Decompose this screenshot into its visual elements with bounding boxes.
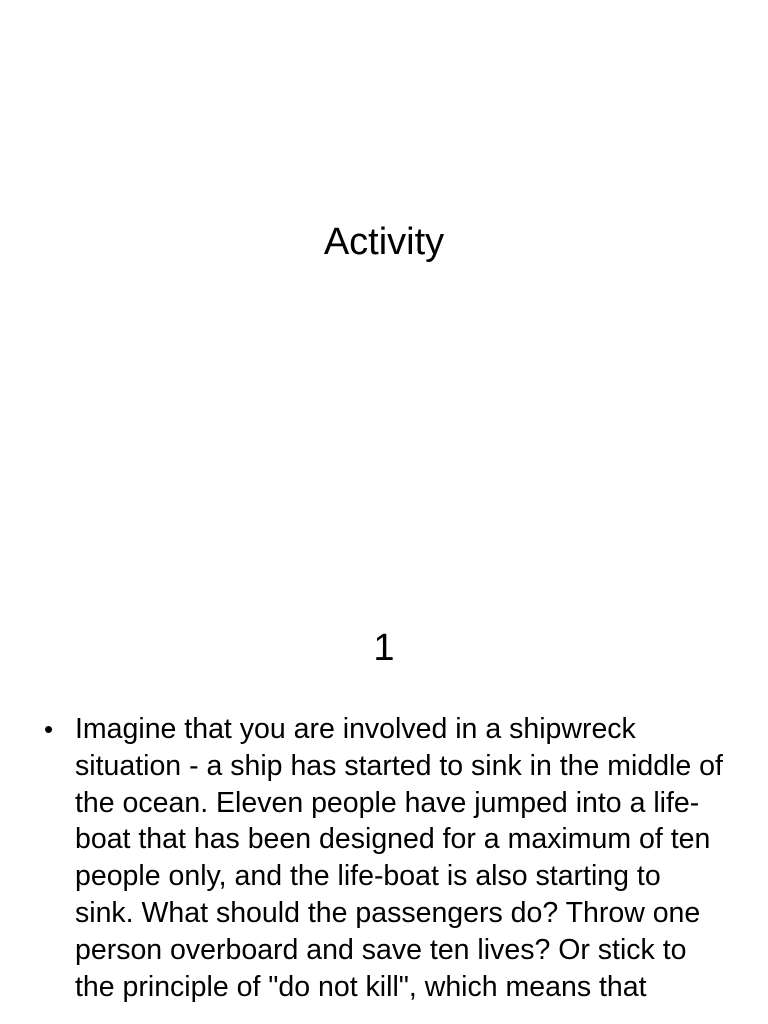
bullet-text: Imagine that you are involved in a shipwreck situation - a ship has started to sink in the middle of the ocean. Eleven people have jumped into a life-boat that has been designed for a maximum of ten people only, and the life-boat is also starting to sink. What should the passengers do? Throw one person overboard and save ten lives? Or stick to the principle of "do not kill", which means that — [75, 713, 723, 1003]
slide-title: Activity — [323, 221, 445, 263]
bullet-item — [44, 711, 724, 1005]
bullet-icon: • — [44, 714, 54, 744]
bullet-list — [44, 711, 724, 1005]
section-number: 1 — [373, 627, 395, 669]
